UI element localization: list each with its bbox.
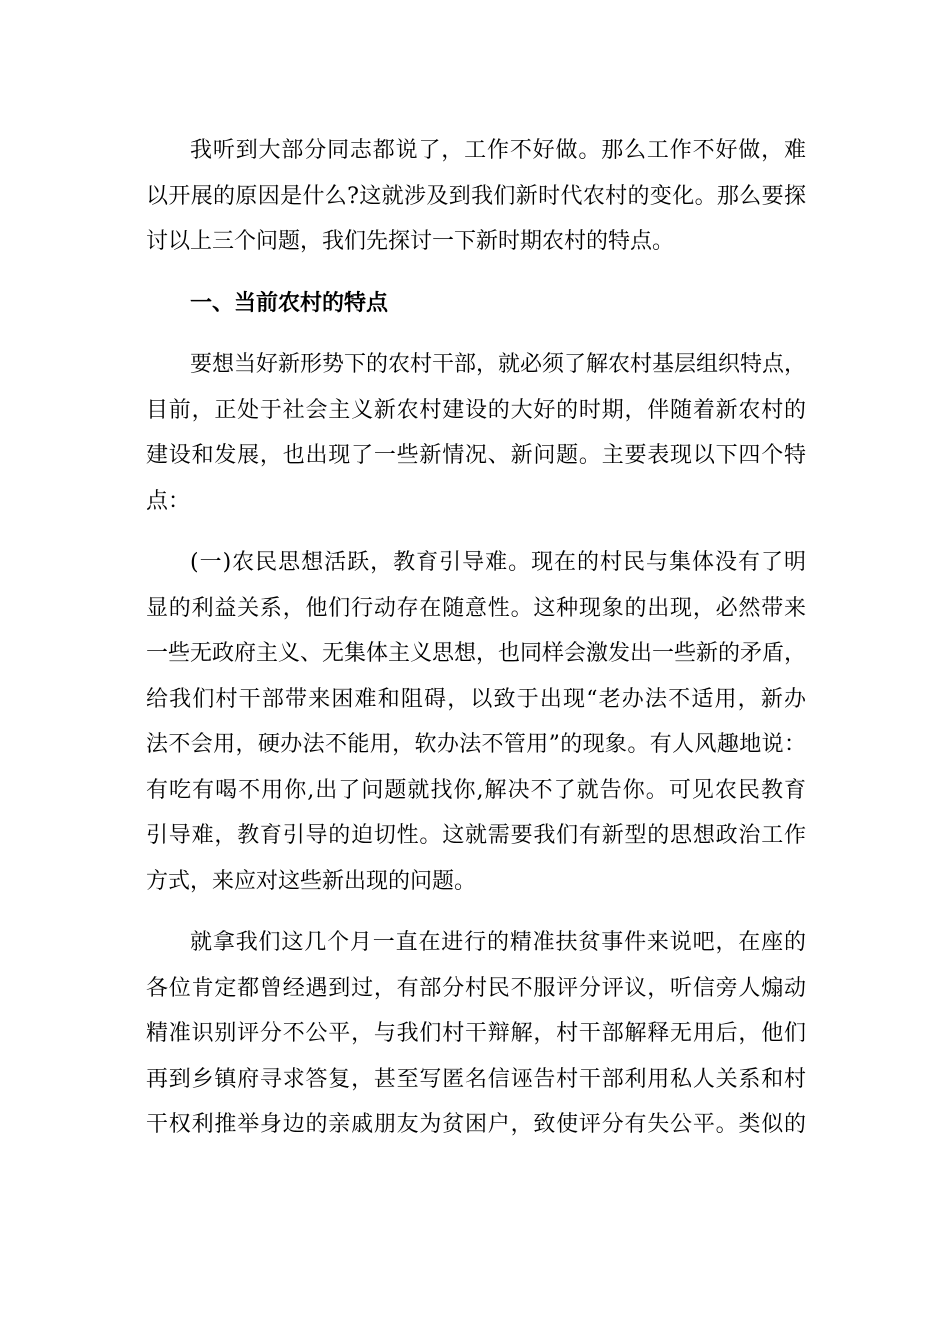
paragraph-line: 给我们村干部带来困难和阻碍，以致于出现“老办法不适用，新办 bbox=[146, 686, 806, 712]
paragraph-line: 干权利推举身边的亲戚朋友为贫困户，致使评分有失公平。类似的 bbox=[146, 1112, 806, 1137]
paragraph-line: 有吃有喝不用你,出了问题就找你,解决不了就告你。可见农民教育 bbox=[146, 777, 806, 803]
paragraph-line: 一些无政府主义、无集体主义思想，也同样会激发出一些新的矛盾， bbox=[146, 641, 806, 666]
paragraph-line: 就拿我们这几个月一直在进行的精准扶贫事件来说吧，在座的 bbox=[190, 930, 806, 955]
paragraph-line: 各位肯定都曾经遇到过，有部分村民不服评分评议，听信旁人煽动 bbox=[146, 975, 806, 1001]
paragraph-1 bbox=[146, 128, 806, 265]
paragraph-line: 目前，正处于社会主义新农村建设的大好的时期，伴随着新农村的 bbox=[146, 397, 806, 423]
paragraph-line: 我听到大部分同志都说了，工作不好做。那么工作不好做，难 bbox=[190, 138, 806, 163]
paragraph-gap bbox=[146, 326, 806, 342]
paragraph-line: 建设和发展，也出现了一些新情况、新问题。主要表现以下四个特 bbox=[146, 443, 806, 468]
paragraph-line: 以开展的原因是什么?这就涉及到我们新时代农村的变化。那么要探 bbox=[146, 183, 806, 209]
paragraph-gap bbox=[146, 265, 806, 281]
paragraph-line: 点： bbox=[146, 488, 191, 514]
paragraph-line: 方式，来应对这些新出现的问题。 bbox=[146, 868, 477, 894]
paragraph-3 bbox=[146, 540, 806, 904]
paragraph-gap bbox=[146, 904, 806, 920]
paragraph-gap bbox=[146, 524, 806, 540]
paragraph-line: 讨以上三个问题，我们先探讨一下新时期农村的特点。 bbox=[146, 229, 675, 254]
paragraph-line: 引导难，教育引导的迫切性。这就需要我们有新型的思想政治工作 bbox=[146, 823, 806, 848]
paragraph-line: 要想当好新形势下的农村干部，就必须了解农村基层组织特点， bbox=[190, 352, 806, 377]
document-body bbox=[146, 128, 806, 1148]
section-heading: 一、当前农村的特点 bbox=[190, 289, 389, 316]
paragraph-4 bbox=[146, 920, 806, 1148]
paragraph-line: 法不会用，硬办法不能用，软办法不管用”的现象。有人风趣地说： bbox=[146, 732, 806, 757]
paragraph-line: 再到乡镇府寻求答复，甚至写匿名信诬告村干部利用私人关系和村 bbox=[146, 1066, 806, 1092]
paragraph-2 bbox=[146, 342, 806, 524]
paragraph-line: (一)农民思想活跃，教育引导难。现在的村民与集体没有了明 bbox=[190, 550, 806, 575]
paragraph-line: 显的利益关系，他们行动存在随意性。这种现象的出现，必然带来 bbox=[146, 595, 806, 621]
paragraph-line: 精准识别评分不公平，与我们村干辩解，村干部解释无用后，他们 bbox=[146, 1021, 806, 1046]
